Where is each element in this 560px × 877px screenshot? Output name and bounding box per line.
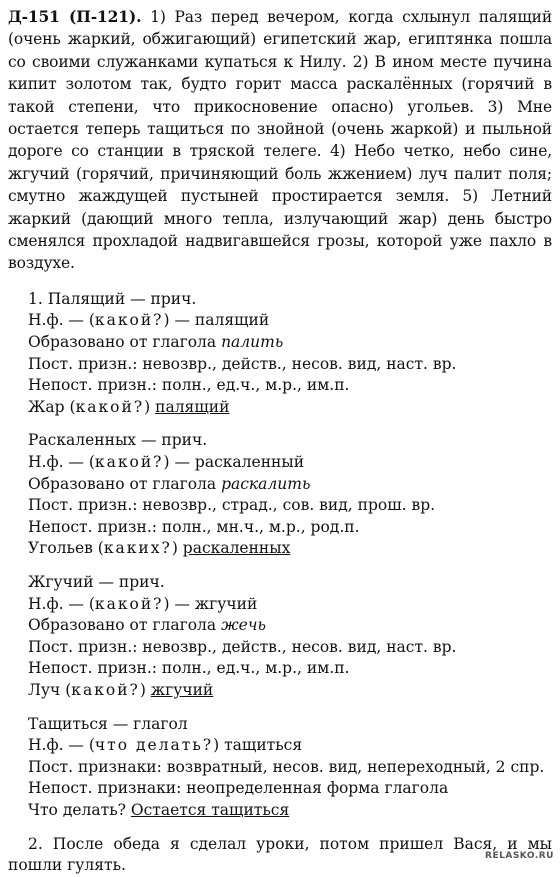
text-fragment: Образовано от глагола (28, 616, 222, 635)
task-paragraph (8, 6, 552, 275)
analysis-line: Пост. призн.: невозвр., страд., сов. вид, прош. вр. (28, 496, 436, 515)
text-fragment: Жар ( (28, 397, 76, 416)
analysis-line (28, 800, 552, 822)
text-fragment: ) — раскаленный (163, 453, 305, 472)
underlined-word: Остается тащиться (130, 800, 290, 819)
question-word: какой? (94, 311, 164, 330)
analysis-line (28, 615, 552, 637)
text-fragment: ) (144, 397, 156, 416)
analysis-block-paliashchii (28, 289, 552, 419)
analysis-line: Непост. призн.: полн., ед.ч., м.р., им.п. (28, 376, 350, 395)
text-fragment: ) — палящий (163, 311, 270, 330)
text-fragment: Н.ф. — ( (28, 311, 95, 330)
task-id: Д-151 (П-121). (8, 7, 142, 26)
analysis-line: Тащиться — глагол (28, 714, 188, 733)
analysis-line: Непост. призн.: полн., ед.ч., м.р., им.п. (28, 659, 350, 678)
text-fragment: ) (139, 680, 151, 699)
analysis-block-tashchitsia (28, 714, 552, 822)
analysis-line: Жгучий — прич. (28, 573, 165, 591)
text-fragment: Н.ф. — ( (28, 736, 95, 755)
analysis-line (28, 397, 552, 419)
text-fragment: Образовано от глагола (28, 474, 222, 493)
text-fragment: Образовано от глагола (28, 333, 222, 352)
analysis-line (28, 310, 552, 332)
underlined-word: жгучий (150, 680, 214, 699)
analysis-line (28, 538, 552, 560)
analysis-block-raskalennykh (28, 430, 552, 560)
text-fragment: ) тащиться (213, 736, 303, 755)
source-verb: палить (221, 333, 284, 352)
analysis-line: Непост. признаки: неопределенная форма глагола (28, 779, 449, 798)
analysis-line: Пост. призн.: невозвр., действ., несов. вид, наст. вр. (28, 354, 457, 373)
underlined-word: палящий (155, 397, 230, 416)
question-word: каких? (103, 539, 172, 558)
question-word: что делать? (94, 736, 214, 755)
analysis-line (28, 594, 552, 616)
analysis-line: Непост. призн.: полн., мн.ч., м.р., род.п. (28, 517, 360, 536)
analysis-block-zhguchii (28, 572, 552, 702)
analysis-line: Раскаленных — прич. (28, 431, 208, 450)
analysis-line: 1. Палящий — прич. (28, 289, 197, 308)
question-word: какой? (94, 453, 164, 472)
analysis-line (28, 474, 552, 496)
document-page (8, 6, 552, 877)
text-fragment: ) (171, 539, 183, 558)
analysis-line: Пост. призн.: невозвр., действ., несов. вид, наст. вр. (28, 637, 457, 656)
underlined-word: раскаленных (182, 539, 291, 558)
analysis-line (28, 680, 552, 702)
analysis-line: Пост. признаки: возвратный, несов. вид, непереходный, 2 спр. (28, 757, 545, 776)
text-fragment: Н.ф. — ( (28, 594, 95, 613)
text-fragment: Н.ф. — ( (28, 453, 95, 472)
text-fragment: ) — жгучий (163, 594, 258, 613)
analysis-line (28, 452, 552, 474)
site-watermark: RELASKO.RU (485, 851, 554, 861)
final-sentence: 2. После обеда я сделал уроки, потом пришел Вася, и мы пошли гулять. (8, 834, 552, 875)
question-word: какой? (94, 594, 164, 613)
analysis-section (8, 289, 552, 822)
source-verb: раскалить (221, 474, 311, 493)
question-word: какой? (75, 397, 145, 416)
source-verb: жечь (221, 616, 266, 635)
question-word: какой? (71, 680, 140, 699)
text-fragment: Угольев ( (28, 539, 104, 558)
task-text: 1) Раз перед вечером, когда схлынул палящий (очень жаркий, обжигающий) египетский жар, египтянка пошла со своими служанками купаться к Нилу. 2) В ином месте пучина кипит золотом так, будто горит масса раскалённых (горячий в такой степени, что прикосновение опасно) угольев. 3) Мне остается теперь тащиться по знойной (очень жаркой) и пыльной дороге со станции в тряской телеге. 4) Небо четко, небо сине, жгучий (горячий, причиняющий боль жжением) луч палит поля; смутно жаждущей пустыней простирается земля. 5) Летний жаркий (дающий много тепла, излучающий жар) день быстро сменялся прохладой надвигавшейся грозы, которой уже пахло в воздухе. (8, 8, 553, 273)
text-fragment: Что делать? (28, 800, 131, 819)
analysis-line (28, 735, 552, 757)
analysis-line (28, 332, 552, 354)
text-fragment: Луч ( (28, 680, 72, 699)
